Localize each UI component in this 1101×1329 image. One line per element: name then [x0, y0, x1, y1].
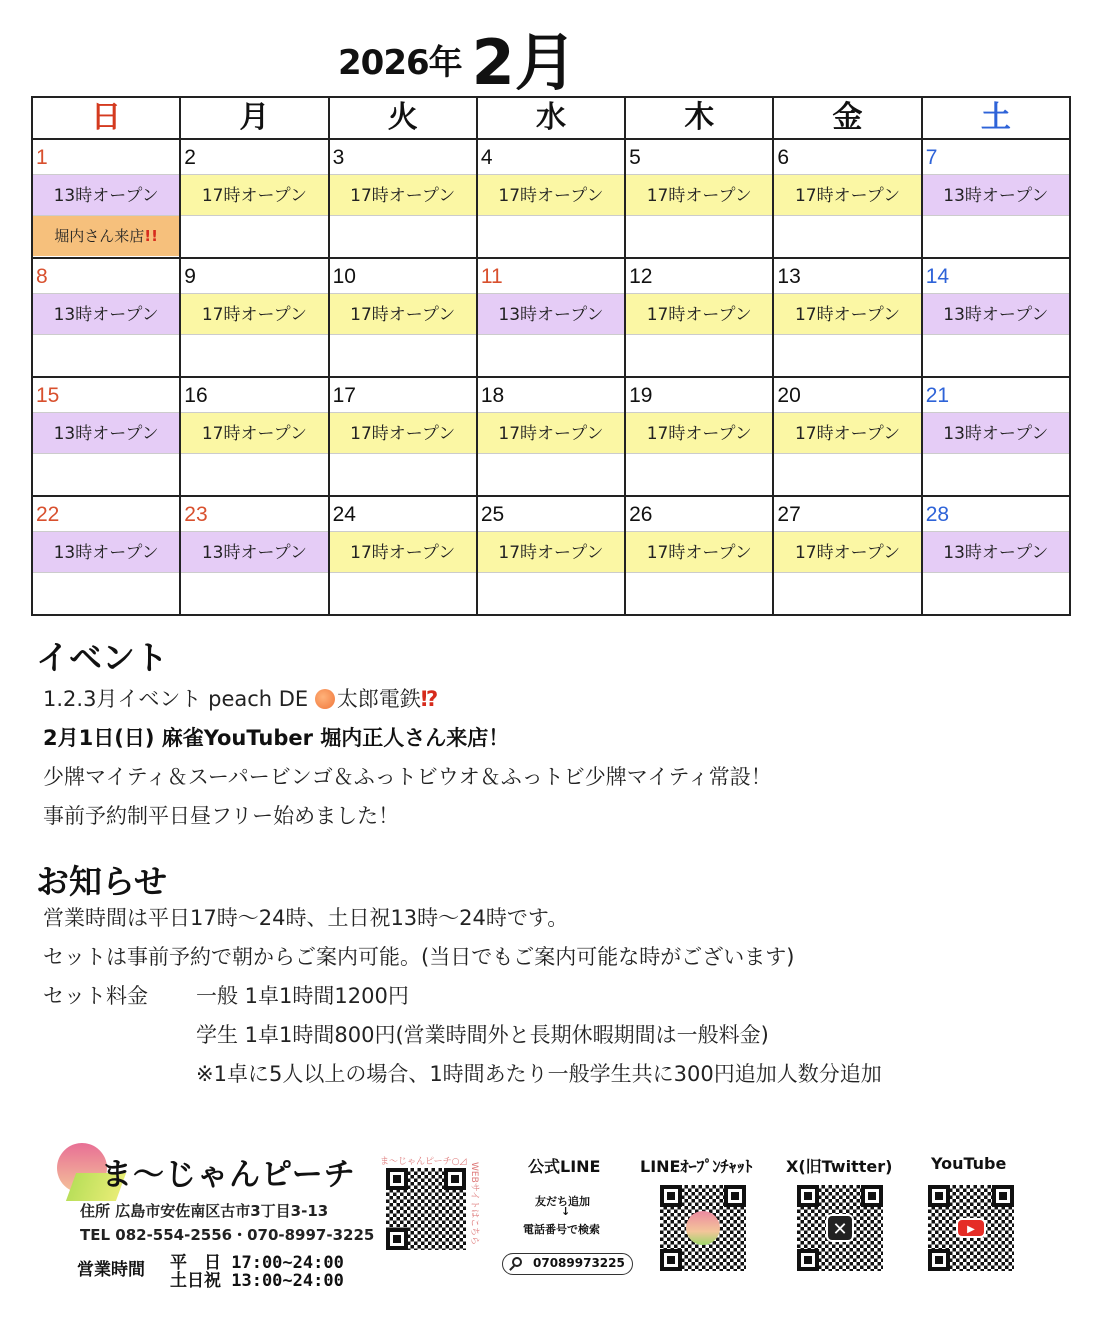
calendar-day-cell[interactable] [922, 377, 1070, 496]
calendar-day-cell[interactable] [625, 496, 773, 615]
opening-time: 17時オープン [626, 293, 772, 335]
opening-time: 17時オープン [774, 531, 920, 573]
youtube-play-icon: ▶ [956, 1218, 986, 1238]
x-logo-icon: ✕ [826, 1214, 854, 1242]
opening-time: 17時オープン [330, 531, 476, 573]
exclamation-question-icon: ⁉ [420, 687, 439, 711]
x-twitter-label: X(旧Twitter) [786, 1157, 893, 1176]
opening-time: 13時オープン [181, 531, 327, 573]
special-event-badge [33, 216, 179, 256]
calendar-day-cell[interactable] [922, 258, 1070, 377]
day-number: 7 [925, 146, 938, 169]
opening-time: 17時オープン [181, 174, 327, 216]
calendar-day-cell[interactable] [32, 139, 180, 258]
week-row [32, 258, 1070, 377]
line-add-friend: 友だち追加 [535, 1195, 590, 1208]
telephone: TEL 082-554-2556・070-8997-3225 [80, 1226, 375, 1244]
notice-heading: お知らせ [36, 862, 168, 901]
event-line-3: 少牌マイティ＆スーパービンゴ＆ふっトビウオ＆ふっトビ少牌マイティ常設！ [43, 765, 772, 789]
double-exclamation-icon: !! [144, 227, 158, 245]
calendar-day-cell[interactable] [625, 139, 773, 258]
calendar-day-cell[interactable] [32, 496, 180, 615]
opening-time: 17時オープン [774, 293, 920, 335]
calendar-day-cell[interactable] [477, 258, 625, 377]
calendar-day-cell[interactable] [32, 258, 180, 377]
calendar-day-cell[interactable] [329, 139, 477, 258]
weekday-sun: 日 [32, 97, 180, 139]
official-line-label: 公式LINE [528, 1157, 601, 1176]
notice-line-2: セットは事前予約で朝からご案内可能。(当日でもご案内可能な時がございます) [43, 945, 795, 969]
search-icon [512, 1257, 522, 1267]
calendar-day-cell[interactable] [477, 496, 625, 615]
day-number: 14 [925, 265, 950, 288]
opening-time: 17時オープン [626, 412, 772, 454]
day-number: 24 [332, 503, 356, 526]
calendar-table [31, 96, 1071, 616]
opening-time: 17時オープン [330, 412, 476, 454]
day-number: 16 [184, 384, 208, 407]
fee-general: 一般 1卓1時間1200円 [196, 984, 409, 1008]
opening-time: 17時オープン [626, 174, 772, 216]
opening-time: 13時オープン [923, 531, 1069, 573]
calendar-day-cell[interactable] [477, 139, 625, 258]
weekday-sat: 土 [922, 97, 1070, 139]
calendar-day-cell[interactable] [180, 258, 328, 377]
day-number: 3 [332, 146, 345, 169]
opening-time: 13時オープン [33, 531, 179, 573]
calendar-day-cell[interactable] [477, 377, 625, 496]
line-search-by-phone: 電話番号で検索 [523, 1223, 600, 1236]
events-heading: イベント [36, 638, 168, 677]
day-number: 23 [184, 503, 208, 526]
down-arrow-icon: ↓ [561, 1205, 571, 1218]
fee-extra-note: ※1卓に5人以上の場合、1時間あたり一般学生共に300円追加人数分追加 [196, 1062, 882, 1086]
opening-time: 13時オープン [923, 293, 1069, 335]
day-number: 5 [629, 146, 641, 169]
day-number: 10 [332, 265, 356, 288]
event-line-1-text-b: 太郎電鉄 [336, 687, 421, 711]
youtube-label: YouTube [931, 1154, 1007, 1173]
line-phone-search[interactable] [502, 1253, 633, 1275]
day-number: 22 [36, 503, 60, 526]
opening-time: 17時オープン [774, 174, 920, 216]
calendar-day-cell[interactable] [773, 258, 921, 377]
day-number: 21 [925, 384, 950, 407]
website-qr[interactable] [366, 1152, 486, 1270]
week-row [32, 377, 1070, 496]
weekday-wed: 水 [477, 97, 625, 139]
event-line-1-text: 1.2.3月イベント peach DE [43, 687, 315, 711]
youtube-qr[interactable] [928, 1185, 1014, 1271]
day-number: 6 [777, 146, 790, 169]
opening-time: 13時オープン [923, 412, 1069, 454]
calendar-day-cell[interactable] [773, 139, 921, 258]
fee-student: 学生 1卓1時間800円(営業時間外と長期休暇期間は一般料金) [196, 1023, 769, 1047]
weekday-thu: 木 [625, 97, 773, 139]
calendar-day-cell[interactable] [625, 258, 773, 377]
weekday-mon: 月 [180, 97, 328, 139]
title-month: 2月 [471, 26, 577, 99]
calendar-day-cell[interactable] [773, 377, 921, 496]
calendar-day-cell[interactable] [329, 377, 477, 496]
calendar-title [338, 26, 577, 99]
calendar-day-cell[interactable] [329, 496, 477, 615]
opening-time: 13時オープン [478, 293, 624, 335]
brand-name: ま〜じゃんピーチ [101, 1157, 356, 1193]
hours-weekday: 平 日 17:00~24:00 [170, 1253, 344, 1273]
web-qr-side-text: WEBサイトはこちら [469, 1162, 479, 1246]
day-number: 1 [36, 146, 48, 169]
opening-time: 17時オープン [330, 293, 476, 335]
day-number: 4 [480, 146, 493, 169]
weekday-header-row [32, 97, 1070, 139]
fee-label: セット料金 [43, 984, 148, 1008]
opening-time: 17時オープン [478, 531, 624, 573]
special-event-text: 堀内さん来店 [54, 227, 145, 245]
calendar-day-cell[interactable] [180, 377, 328, 496]
opening-time: 13時オープン [33, 174, 179, 216]
event-line-2: 2月1日(日) 麻雀YouTuber 堀内正人さん来店！ [43, 726, 510, 750]
day-number: 15 [36, 384, 60, 407]
weekday-tue: 火 [329, 97, 477, 139]
day-number: 27 [777, 503, 801, 526]
day-number: 17 [332, 384, 356, 407]
line-phone-number: 07089973225 [533, 1256, 625, 1270]
calendar-day-cell[interactable] [32, 377, 180, 496]
day-number: 9 [184, 265, 196, 288]
calendar-day-cell[interactable] [922, 496, 1070, 615]
calendar-day-cell[interactable] [922, 139, 1070, 258]
opening-time: 17時オープン [181, 412, 327, 454]
notice-line-1: 営業時間は平日17時〜24時、土日祝13時〜24時です。 [43, 906, 569, 930]
day-number: 20 [777, 384, 801, 407]
event-line-4: 事前予約制平日昼フリー始めました！ [43, 804, 400, 828]
calendar-day-cell[interactable] [625, 377, 773, 496]
address: 住所 広島市安佐南区古市3丁目3-13 [80, 1202, 329, 1220]
opening-time: 13時オープン [33, 293, 179, 335]
day-number: 25 [480, 503, 505, 526]
opening-time: 17時オープン [478, 412, 624, 454]
opening-time: 17時オープン [774, 412, 920, 454]
hours-holiday: 土日祝 13:00~24:00 [170, 1271, 344, 1291]
opening-time: 17時オープン [181, 293, 327, 335]
calendar-day-cell[interactable] [180, 496, 328, 615]
openchat-label: LINEｵｰﾌﾟﾝﾁｬｯﾄ [640, 1157, 753, 1176]
hours-label: 営業時間 [77, 1260, 145, 1280]
opening-time: 17時オープン [330, 174, 476, 216]
line-openchat-qr[interactable] [660, 1185, 746, 1271]
day-number: 26 [629, 503, 653, 526]
opening-time: 17時オープン [478, 174, 624, 216]
day-number: 19 [629, 384, 653, 407]
opening-time: 13時オープン [923, 174, 1069, 216]
opening-time: 17時オープン [626, 531, 772, 573]
day-number: 28 [925, 503, 950, 526]
day-number: 12 [629, 265, 653, 288]
day-number: 11 [480, 265, 503, 288]
day-number: 8 [36, 265, 48, 288]
week-row [32, 496, 1070, 615]
x-twitter-qr[interactable] [797, 1185, 883, 1271]
calendar-day-cell[interactable] [329, 258, 477, 377]
opening-time: 13時オープン [33, 412, 179, 454]
day-number: 2 [184, 146, 196, 169]
day-number: 13 [777, 265, 801, 288]
calendar-day-cell[interactable] [773, 496, 921, 615]
peach-emoji-icon [315, 689, 335, 709]
qr-code-icon [386, 1168, 466, 1250]
calendar-day-cell[interactable] [180, 139, 328, 258]
event-line-1 [43, 683, 438, 713]
peach-logo-icon [686, 1211, 720, 1245]
footer [0, 1135, 1101, 1295]
title-year: 2026年 [338, 43, 462, 83]
day-number: 18 [480, 384, 505, 407]
weekday-fri: 金 [773, 97, 921, 139]
web-qr-top-text: ま〜じゃんピーチ○◿ [380, 1157, 467, 1167]
week-row [32, 139, 1070, 258]
